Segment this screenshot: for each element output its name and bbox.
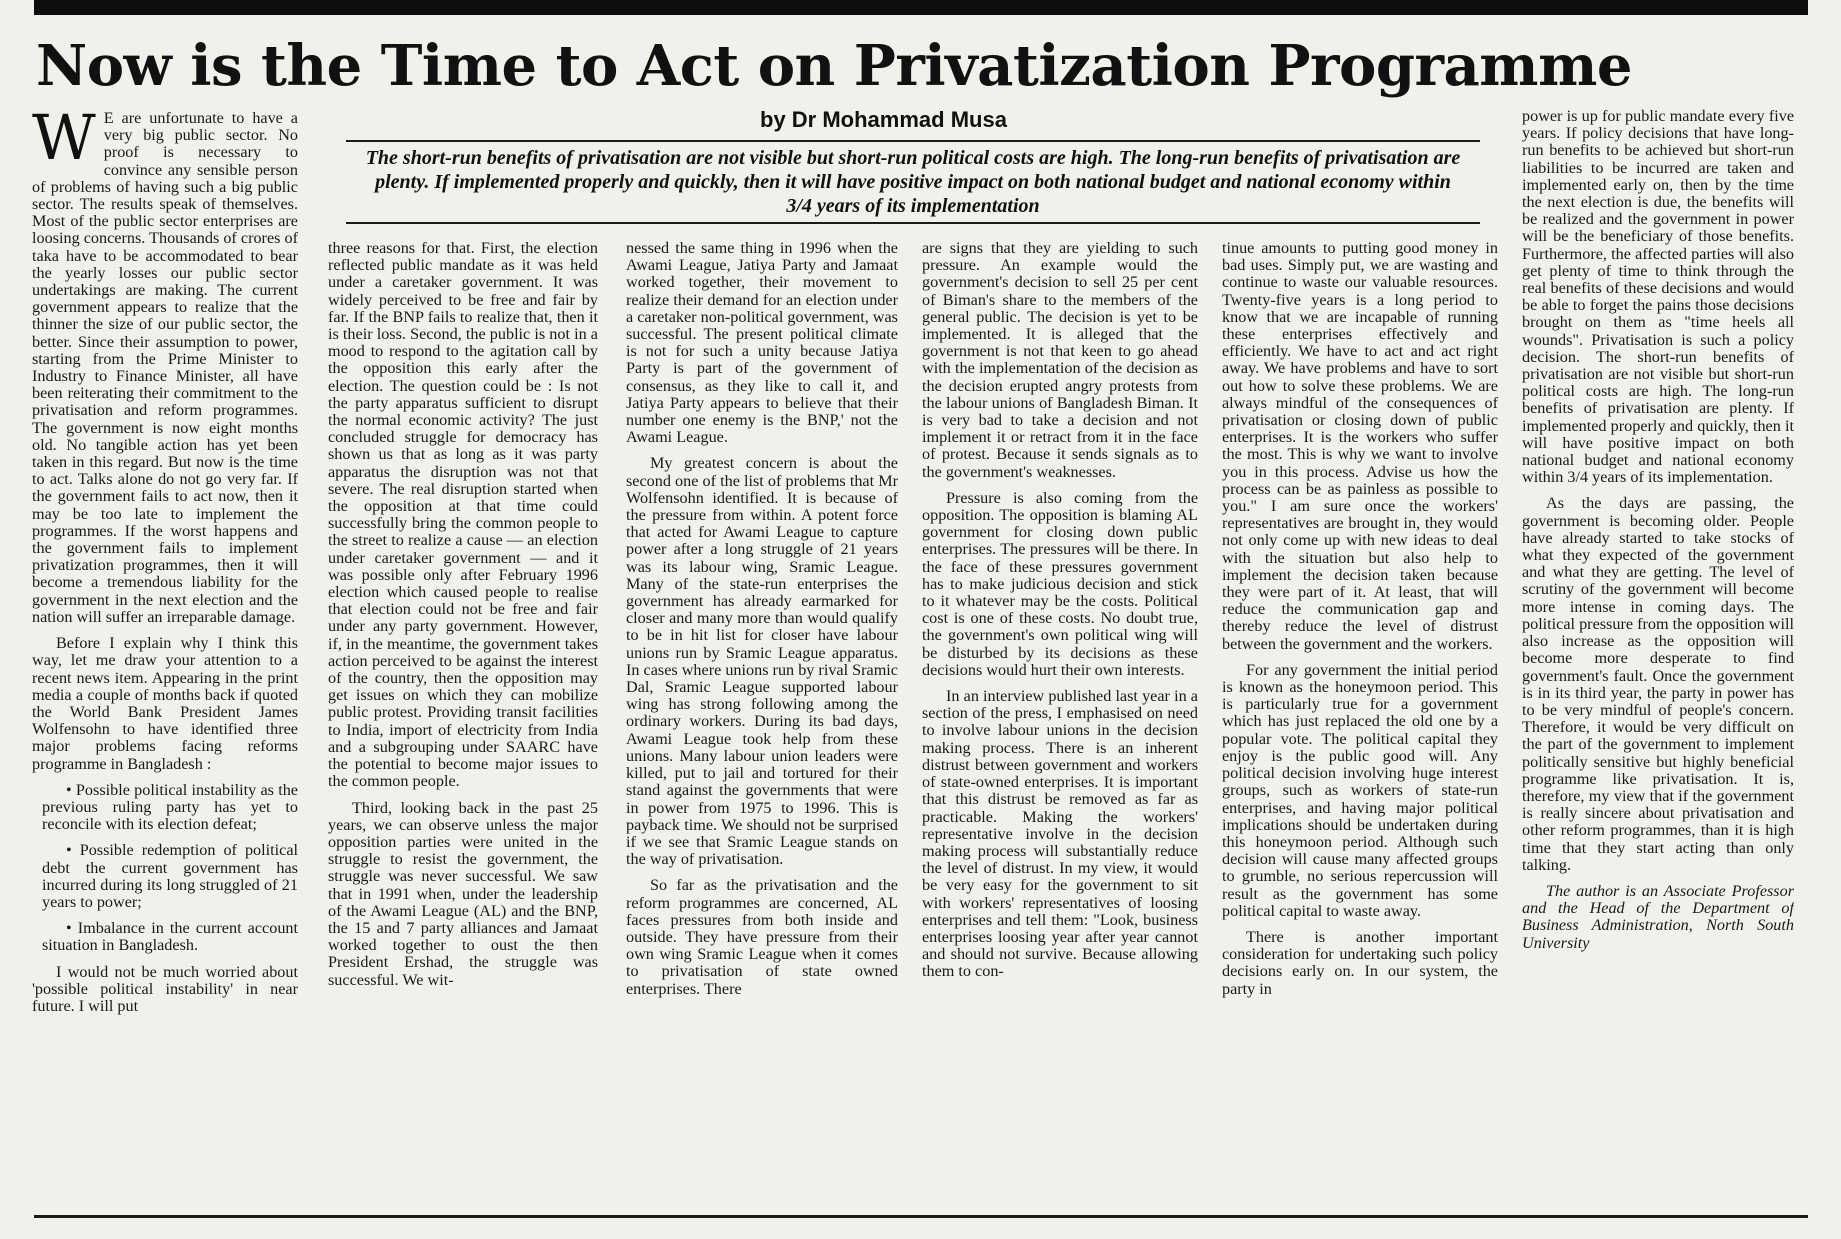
paragraph: are signs that they are yielding to such pressure. An example would the government's decision to sell 25 per cent of Biman's share to the members of the general public. The decision is yet to be implemented. It is alleged that the government is not that keen to go ahead with the implementation of the decision as the decision erupted angry protests from the labour unions of Bangladesh Biman. It is very bad to take a decision and not implement it or retract from it in the face of protest. Because it sends signals as to the government's weaknesses. [922, 240, 1198, 481]
column-6 [1522, 108, 1794, 1210]
deck-rule-top [346, 140, 1480, 142]
paragraph: For any government the initial period is known as the honeymoon period. This is particularly true for a government which has just replaced the old one by a popular vote. The political capital they enjoy is the public good will. Any political decision involving huge interest groups, such as workers of state-run enterprises, and having major political implications should be undertaken during this honeymoon period. Although such decision will cause many affected groups to grumble, no serious repercussion will result as the government has some political capital to waste away. [1222, 660, 1498, 920]
bullet-item: • Possible political instability as the previous ruling party has yet to reconcile with its election defeat; [42, 780, 298, 834]
deck-rule-bottom [346, 222, 1480, 224]
article-byline: by Dr Mohammad Musa [760, 107, 1007, 132]
paragraph: tinue amounts to putting good money in bad uses. Simply put, we are wasting and continue to waste our valuable resources. Twenty-five years is a long period to know that we are incapable of running these enterprises effectively and efficiently. We have to act and act right away. We have problems and have to sort out how to solve these problems. We are always mindful of the consequences of privatisation or closing down of public enterprises. It is the workers who suffer the most. This is why we want to involve you in this process. Advise us how the process can be as painless as possible to you." I am sure once the workers' representatives are brought in, they would not only come up with new ideas to deal with the situation but also help to implement the decision taken because they were part of it. At least, that will reduce the communication gap and thereby reduce the level of distrust between the government and the workers. [1222, 240, 1498, 653]
paragraph: Third, looking back in the past 25 years, we can observe unless the major opposition parties were united in the struggle to resist the government, the struggle was never successful. We saw that in 1991 when, under the leadership of the Awami League (AL) and the BNP, the 15 and 7 party alliances and Jamaat worked together to oust the then President Ershad, the struggle was successful. We wit- [328, 798, 598, 989]
paragraph: Pressure is also coming from the opposition. The opposition is blaming AL government for closing down public enterprises. The pressures will be there. In the face of these pressures government has to make judicious decision and stick to it whatever may be the costs. Political cost is one of these costs. No doubt true, the government's own political wing will be disturbed by its decisions as these decisions would hurt their own interests. [922, 488, 1198, 679]
drop-cap: W [32, 110, 96, 174]
bullet-item: • Possible redemption of political debt the current government has incurred during its long struggled of 21 years to power; [42, 841, 298, 911]
column-4 [922, 240, 1198, 1210]
author-note: The author is an Associate Professor and the Head of the Department of Business Administration, North South University [1522, 881, 1794, 952]
paragraph: As the days are passing, the government is becoming older. People have already started to take stocks of what they expected of the government and what they are getting. The level of scrutiny of the government will become more intense in coming days. The political pressure from the opposition will also increase as the opposition will become more desperate to find government's fault. Once the government is in its third year, the party in power has to be very mindful of people's concern. Therefore, it would be very difficult on the part of the government to implement politically sensitive but highly beneficial programme like privatisation. It is, therefore, my view that if the government is really sincere about privatisation and other reform programmes, than it is high time that they start acting than only talking. [1522, 494, 1794, 874]
article-deck: The short-run benefits of privatisation are not visible but short-run political costs are high. The long-run benefits of privatisation are plenty. If implemented properly and quickly, then it will have positive impact on both national budget and national economy within 3/4 years of its implementation [365, 147, 1461, 217]
column-3 [626, 240, 898, 1210]
bullet-item: • Imbalance in the current account situation in Bangladesh. [42, 919, 298, 955]
column-5 [1222, 240, 1498, 1210]
next-article-headline-peek [34, 1220, 1808, 1239]
column-1 [32, 110, 298, 1210]
paragraph: My greatest concern is about the second one of the list of problems that Mr Wolfensohn identified. It is because of the pressure from within. A potent force that acted for Awami League to capture power after a long struggle of 21 years was its labour wing, Sramic League. Many of the state-run enterprises the government has already earmarked for closer and many more than would qualify to be in hit list for closer have labour unions run by Sramic League apparatus. In cases where unions run by rival Sramic Dal, Sramic League supported labour wing has strong following among the ordinary workers. During its bad days, Awami League took help from these unions. Many labour union leaders were killed, put to jail and tortured for their stand against the governments that were in power from 1975 to 1996. This is payback time. We should not be surprised if we see that Sramic League stands on the way of privatisation. [626, 454, 898, 869]
article-headline: Now is the Time to Act on Privatization Programme [36, 33, 1632, 99]
paragraph: I would not be much worried about 'possible political instability' in near future. I will put [32, 962, 298, 1015]
bottom-rule [34, 1215, 1808, 1218]
column-2 [328, 240, 598, 1210]
paragraph: Before I explain why I think this way, let me draw your attention to a recent news item. Appearing in the print media a couple of months back if quoted the World Bank President James Wolfensohn to have identified three major problems facing reforms programme in Bangladesh : [32, 634, 298, 773]
paragraph: So far as the privatisation and the reform programmes are concerned, AL faces pressures from both inside and outside. They have pressure from their own wing Sramic League when it comes to privatisation of state owned enterprises. There [626, 876, 898, 998]
paragraph: power is up for public mandate every five years. If policy decisions that have long-run benefits to be achieved but short-run liabilities to be incurred are taken and implemented early on, then by the time the next election is due, the benefits will be realized and the government in power will be the beneficiary of those benefits. Furthermore, the affected parties will also get plenty of time to think through the real benefits of these decisions and would be able to forget the pains those decisions brought on them as "time heels all wounds". Privatisation is such a policy decision. The short-run benefits of privatisation are not visible but short-run political costs are high. The long-run benefits of privatisation are plenty. If implemented properly and quickly, then it will have positive impact on both national budget and national economy within 3/4 years of its implementation. [1522, 108, 1794, 487]
paragraph: There is another important consideration for undertaking such policy decisions early on. In our system, the party in [1222, 927, 1498, 998]
paragraph: In an interview published last year in a section of the press, I emphasised on need to involve labour unions in the decision making process. There is an inherent distrust between government and workers of state-owned enterprises. It is important that this distrust be removed as far as practicable. Making the workers' representative involve in the decision making process will substantially reduce the level of distrust. In my view, it would be very easy for the government to sit with workers' representatives of loosing enterprises and tell them: "Look, business enterprises loosing year after year cannot and should not survive. Because allowing them to con- [922, 687, 1198, 981]
paragraph: E are unfortunate to have a very big public sector. No proof is necessary to convince any sensible person of problems of having such a big public sector. The results speak of themselves. Most of the public sector enterprises are loosing concerns. Thousands of crores of taka have to be accommodated to bear the yearly losses our public sector undertakings are making. The current government appears to realize that the thinner the size of our public sector, the better. Since their assumption to power, starting from the Prime Minister to Industry to Finance Minister, all have been reiterating their commitment to the privatisation and reform programmes. The government is now eight months old. No tangible action has yet been taken in this regard. But now is the time to act. Talks alone do not go very far. If the government fails to act now, then it may be too late to implement the programmes. If the worst happens and the government fails to implement privatization programmes, then it will become a tremendous liability for the government in the next election and the nation will suffer an irreparable damage. [32, 110, 298, 626]
top-border-bar [34, 0, 1808, 15]
paragraph: nessed the same thing in 1996 when the Awami League, Jatiya Party and Jamaat worked together, their movement to realize their demand for an election under a caretaker non-political government, was successful. The present political climate is not for such a unity because Jatiya Party is part of the government of consensus, as they like to call it, and Jatiya Party appears to believe that their number one enemy is the BNP,' not the Awami League. [626, 240, 898, 447]
paragraph: three reasons for that. First, the election reflected public mandate as it was held under a caretaker government. It was widely perceived to be free and fair by far. If the BNP fails to realize that, then it is their loss. Second, the public is not in a mood to respond to the agitation call by the opposition this early after the election. The question could be : Is not the party apparatus sufficient to disrupt the normal economic activity? The just concluded struggle for democracy has shown us that as long as it was party apparatus the disruption was not that severe. The real disruption started when the opposition at that time could successfully bring the common people to the street to realize a cause — an election under caretaker government — and it was possible only after February 1996 election which caused people to realise that election could not be free and fair under any party government. However, if, in the meantime, the government takes action perceived to be against the interest of the country, then the opposition may get issues on which they can mobilize public protest. Providing transit facilities to India, import of electricity from India and a subgrouping under SAARC have the potential to become major issues to the common people. [328, 240, 598, 791]
